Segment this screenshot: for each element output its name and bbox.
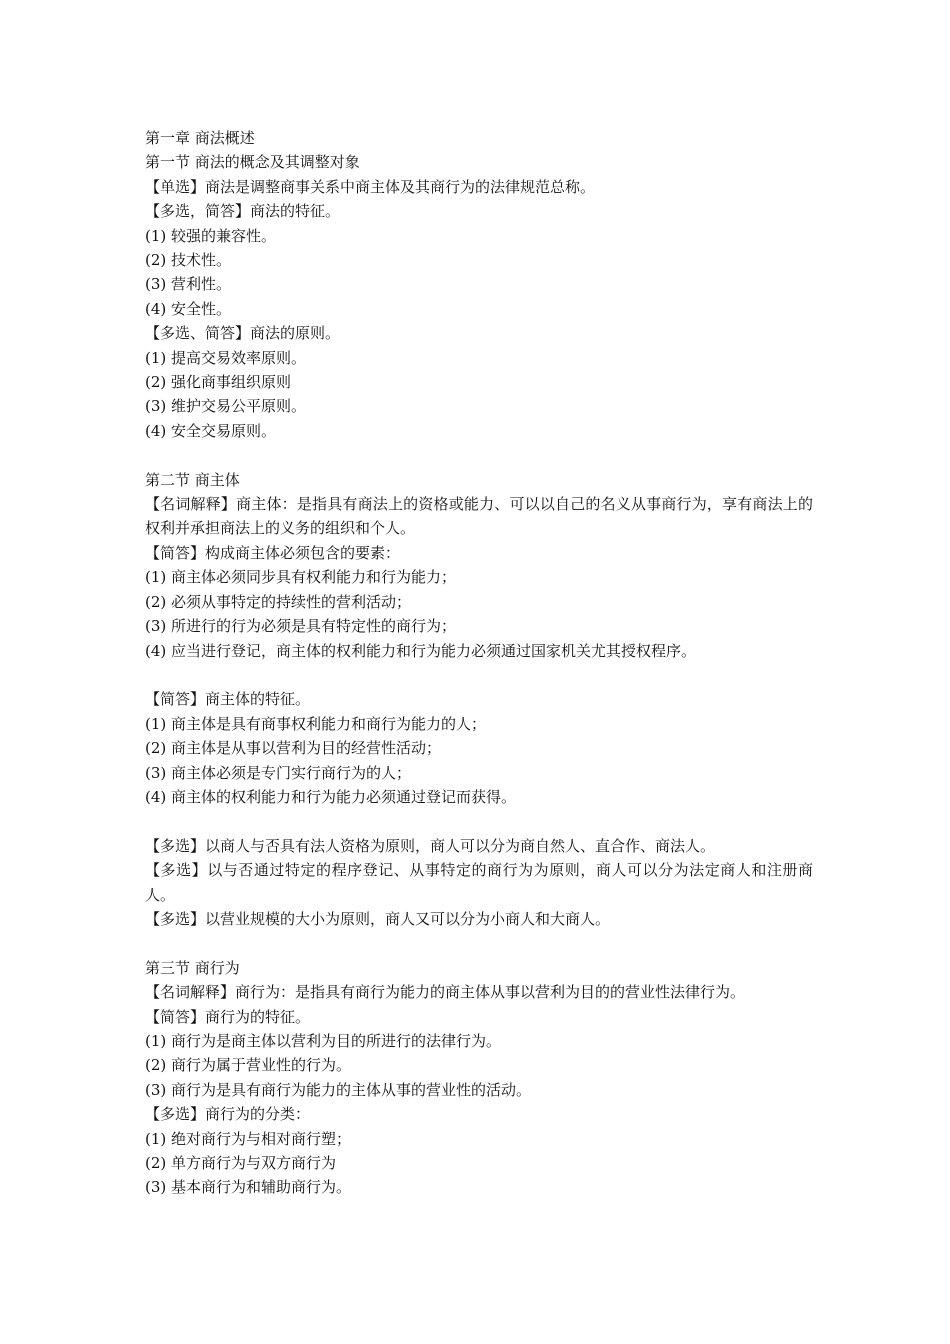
list-item: (1) 较强的兼容性。 [145,226,277,245]
section-2-elements-heading: 【简答】构成商主体必须包含的要素： [145,543,401,562]
list-item: (1) 商行为是商主体以营利为目的所进行的法律行为。 [145,1031,502,1050]
list-item: (2) 商行为属于营业性的行为。 [145,1056,352,1075]
classification-paragraph: 【多选】以商人与否具有法人资格为原则，商人可以分为商自然人、直合作、商法人。 [145,836,716,855]
list-item: (2) 商主体是从事以营利为目的经营性活动； [145,739,442,758]
list-item: (3) 商行为是具有商行为能力的主体从事的营业性的活动。 [145,1080,532,1099]
blank-line [145,443,813,467]
section-1-title: 第一节 商法的概念及其调整对象 [145,153,360,172]
section-1-principles-heading: 【多选、简答】商法的原则。 [145,324,341,343]
section-3-definition: 【名词解释】商行为：是指具有商行为能力的商主体从事以营利为目的的营业性法律行为。 [145,983,746,1002]
blank-line [145,931,813,955]
document-page [145,126,813,1200]
list-item: (1) 绝对商行为与相对商行塑； [145,1129,352,1148]
list-item: (2) 技术性。 [145,251,232,270]
classification-paragraph: 【多选】以营业规模的大小为原则，商人又可以分为小商人和大商人。 [145,909,611,928]
list-item: (4) 安全性。 [145,299,232,318]
section-2-traits-heading: 【简答】商主体的特征。 [145,690,311,709]
section-2-title: 第二节 商主体 [145,470,240,489]
list-item: (3) 营利性。 [145,275,232,294]
section-3-features-heading: 【简答】商行为的特征。 [145,1007,311,1026]
section-1-definition: 【单选】商法是调整商事关系中商主体及其商行为的法律规范总称。 [145,177,596,196]
list-item: (3) 维护交易公平原则。 [145,397,307,416]
classification-paragraph: 【多选】以与否通过特定的程序登记、从事特定的商行为为原则，商人可以分为法定商人和注册商人。 [145,861,813,904]
list-item: (1) 商主体必须同步具有权利能力和行为能力； [145,568,457,587]
list-item: (4) 安全交易原则。 [145,421,277,440]
list-item: (1) 提高交易效率原则。 [145,348,307,367]
list-item: (3) 基本商行为和辅助商行为。 [145,1178,352,1197]
section-2-definition: 【名词解释】商主体：是指具有商法上的资格或能力、可以以自己的名义从事商行为，享有商法上的权利并承担商法上的义务的组织和个人。 [145,495,813,538]
chapter-title: 第一章 商法概述 [145,129,255,147]
list-item: (1) 商主体是具有商事权利能力和商行为能力的人； [145,714,487,733]
section-1-features-heading: 【多选，简答】商法的特征。 [145,202,341,221]
list-item: (3) 商主体必须是专门实行商行为的人； [145,763,412,782]
blank-line [145,809,813,833]
section-3-title: 第三节 商行为 [145,958,240,977]
list-item: (2) 必须从事特定的持续性的营利活动； [145,592,412,611]
list-item: (4) 应当进行登记，商主体的权利能力和行为能力必须通过国家机关尤其授权程序。 [145,641,697,660]
blank-line [145,663,813,687]
section-3-types-heading: 【多选】商行为的分类： [145,1105,311,1124]
list-item: (4) 商主体的权利能力和行为能力必须通过登记而获得。 [145,787,517,806]
list-item: (2) 单方商行为与双方商行为 [145,1154,337,1172]
list-item: (2) 强化商事组织原则 [145,373,292,392]
list-item: (3) 所进行的行为必须是具有特定性的商行为； [145,617,457,636]
